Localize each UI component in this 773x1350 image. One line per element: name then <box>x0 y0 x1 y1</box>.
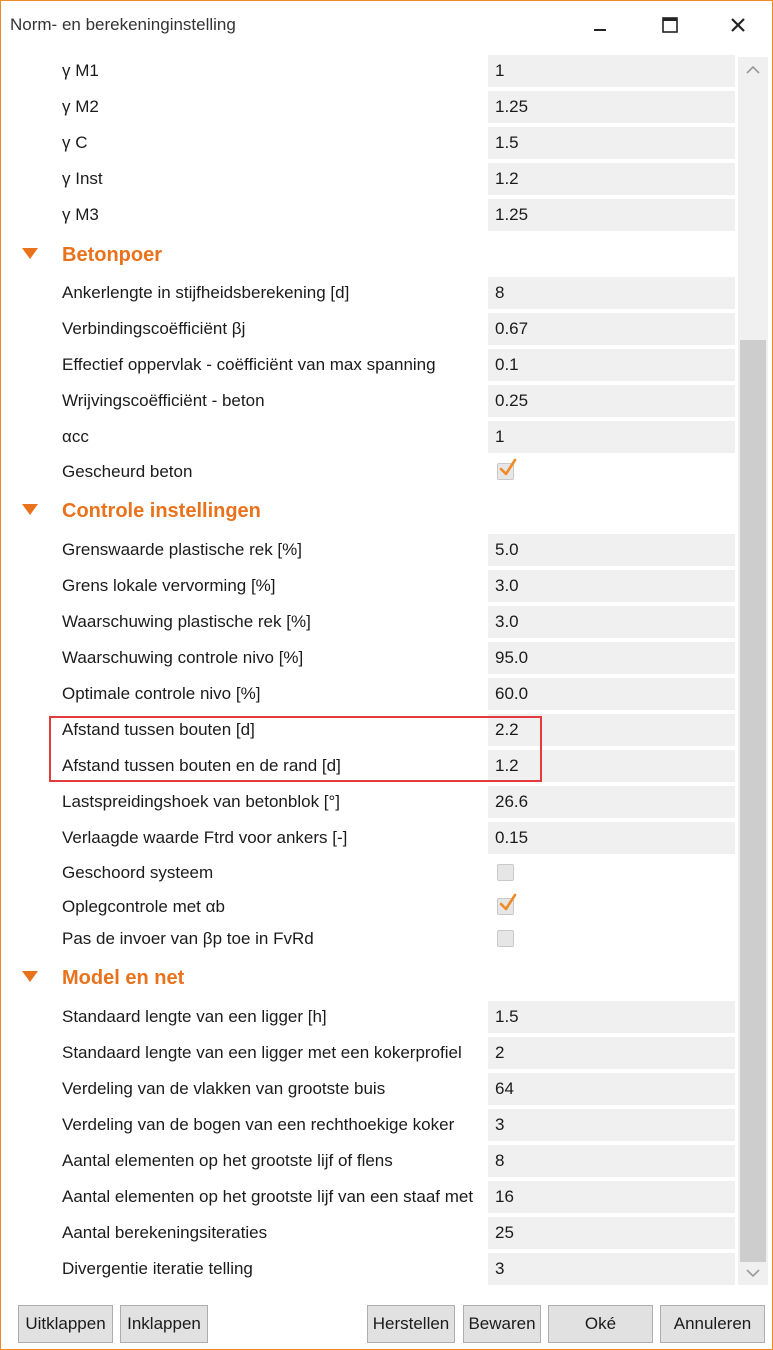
minimize-icon <box>593 18 607 32</box>
property-label: Gescheurd beton <box>62 462 193 481</box>
property-label: γ C <box>62 133 88 152</box>
property-value-field[interactable]: 0.1 <box>488 349 735 381</box>
property-label: γ M1 <box>62 61 99 80</box>
maximize-icon <box>662 17 678 33</box>
expand-all-button[interactable]: Uitklappen <box>18 1305 113 1343</box>
property-label: Wrijvingscoëfficiënt - beton <box>62 391 265 410</box>
minimize-button[interactable] <box>566 1 634 49</box>
property-row <box>1 820 737 856</box>
property-value-field[interactable]: 1 <box>488 55 735 87</box>
checkmark-icon <box>499 458 517 478</box>
property-value-field[interactable]: 1.2 <box>488 163 735 195</box>
property-label: γ M2 <box>62 97 99 116</box>
property-label: Verdeling van de bogen van een rechthoekige koker <box>62 1115 455 1134</box>
property-label: Standaard lengte van een ligger [h] <box>62 1007 327 1026</box>
property-value-field[interactable]: 3 <box>488 1109 735 1141</box>
property-row <box>1 532 737 568</box>
property-label: Afstand tussen bouten [d] <box>62 720 255 739</box>
property-label: Verbindingscoëfficiënt βj <box>62 319 246 338</box>
collapse-triangle-icon[interactable] <box>22 971 38 983</box>
property-row <box>1 53 737 89</box>
close-icon <box>730 17 746 33</box>
property-label: Waarschuwing plastische rek [%] <box>62 612 311 631</box>
vertical-scrollbar[interactable] <box>738 57 768 1285</box>
property-label: Oplegcontrole met αb <box>62 897 225 916</box>
settings-property-grid <box>1 51 772 1286</box>
property-row <box>1 999 737 1035</box>
property-value-field[interactable]: 1 <box>488 421 735 453</box>
property-row <box>1 712 737 748</box>
property-row <box>1 454 737 490</box>
property-label: Waarschuwing controle nivo [%] <box>62 648 304 667</box>
property-label: Afstand tussen bouten en de rand [d] <box>62 756 341 775</box>
property-row <box>1 889 737 925</box>
property-value-field[interactable]: 8 <box>488 1145 735 1177</box>
property-label: Grenswaarde plastische rek [%] <box>62 540 302 559</box>
property-row <box>1 1251 737 1286</box>
property-checkbox[interactable] <box>497 930 514 947</box>
section-title: Controle instellingen <box>62 500 261 522</box>
property-label: Divergentie iteratie telling <box>62 1259 253 1278</box>
property-label: Ankerlengte in stijfheidsberekening [d] <box>62 283 350 302</box>
property-row <box>1 311 737 347</box>
property-row <box>1 855 737 891</box>
collapse-triangle-icon[interactable] <box>22 248 38 260</box>
property-row <box>1 419 737 455</box>
collapse-all-button[interactable]: Inklappen <box>120 1305 208 1343</box>
reset-button[interactable]: Herstellen <box>367 1305 455 1343</box>
property-row <box>1 748 737 784</box>
property-value-field[interactable]: 3 <box>488 1253 735 1285</box>
property-checkbox[interactable] <box>497 864 514 881</box>
property-row <box>1 1107 737 1143</box>
collapse-triangle-icon[interactable] <box>22 504 38 516</box>
scroll-up-button[interactable] <box>738 57 768 81</box>
property-value-field[interactable]: 3.0 <box>488 570 735 602</box>
checkmark-icon <box>499 893 517 913</box>
property-label: Aantal berekeningsiteraties <box>62 1223 268 1242</box>
property-label: Lastspreidingshoek van betonblok [°] <box>62 792 341 811</box>
property-row <box>1 161 737 197</box>
property-row <box>1 197 737 233</box>
close-button[interactable] <box>704 1 772 49</box>
property-label: Geschoord systeem <box>62 863 214 882</box>
property-value-field[interactable]: 2 <box>488 1037 735 1069</box>
property-row <box>1 921 737 957</box>
property-row <box>1 125 737 161</box>
property-row <box>1 1035 737 1071</box>
property-row <box>1 640 737 676</box>
property-checkbox[interactable] <box>497 463 514 480</box>
title-bar <box>1 1 772 51</box>
section-title: Model en net <box>62 967 185 989</box>
chevron-up-icon <box>746 65 760 74</box>
property-value-field[interactable]: 1.5 <box>488 1001 735 1033</box>
property-label: Verdeling van de vlakken van grootste buis <box>62 1079 386 1098</box>
property-value-field[interactable]: 95.0 <box>488 642 735 674</box>
scroll-down-button[interactable] <box>738 1261 768 1285</box>
property-row <box>1 1143 737 1179</box>
property-label: γ Inst <box>62 169 103 188</box>
property-checkbox[interactable] <box>497 898 514 915</box>
window-title: Norm- en berekeninginstelling <box>10 15 236 34</box>
property-value-field[interactable]: 1.25 <box>488 199 735 231</box>
property-value-field[interactable]: 0.15 <box>488 822 735 854</box>
property-row <box>1 1179 737 1215</box>
property-value-field[interactable]: 26.6 <box>488 786 735 818</box>
scroll-thumb[interactable] <box>740 340 766 1262</box>
property-row <box>1 676 737 712</box>
section-header-controle[interactable] <box>1 491 737 531</box>
property-value-field[interactable]: 3.0 <box>488 606 735 638</box>
property-value-field[interactable]: 1.25 <box>488 91 735 123</box>
property-row <box>1 784 737 820</box>
property-row <box>1 347 737 383</box>
property-label: Optimale controle nivo [%] <box>62 684 261 703</box>
property-value-field[interactable]: 1.5 <box>488 127 735 159</box>
property-value-field[interactable]: 64 <box>488 1073 735 1105</box>
property-row <box>1 604 737 640</box>
cancel-button[interactable]: Annuleren <box>660 1305 765 1343</box>
property-row <box>1 89 737 125</box>
property-row <box>1 1071 737 1107</box>
property-value-field[interactable]: 60.0 <box>488 678 735 710</box>
section-header-model[interactable] <box>1 958 737 998</box>
property-value-field[interactable]: 0.67 <box>488 313 735 345</box>
property-label: Grens lokale vervorming [%] <box>62 576 276 595</box>
property-value-field[interactable]: 2.2 <box>488 714 735 746</box>
dialog-footer <box>1 1289 772 1349</box>
property-value-field[interactable]: 8 <box>488 277 735 309</box>
property-label: Aantal elementen op het grootste lijf of flens <box>62 1151 393 1170</box>
property-value-field[interactable]: 16 <box>488 1181 735 1213</box>
property-label: γ M3 <box>62 205 99 224</box>
property-label: Verlaagde waarde Ftrd voor ankers [-] <box>62 828 348 847</box>
property-value-field[interactable]: 0.25 <box>488 385 735 417</box>
property-label: Effectief oppervlak - coëfficiënt van max spanning <box>62 355 436 374</box>
property-value-field[interactable]: 25 <box>488 1217 735 1249</box>
section-header-betonpoer[interactable] <box>1 235 737 275</box>
maximize-button[interactable] <box>636 1 704 49</box>
save-button[interactable]: Bewaren <box>463 1305 541 1343</box>
ok-button[interactable]: Oké <box>548 1305 653 1343</box>
property-row <box>1 383 737 419</box>
property-value-field[interactable]: 5.0 <box>488 534 735 566</box>
property-label: Standaard lengte van een ligger met een kokerprofiel <box>62 1043 462 1062</box>
chevron-down-icon <box>746 1269 760 1278</box>
property-row <box>1 1215 737 1251</box>
property-row <box>1 275 737 311</box>
section-title: Betonpoer <box>62 244 162 266</box>
property-row <box>1 568 737 604</box>
property-label: Pas de invoer van βp toe in FvRd <box>62 929 314 948</box>
property-value-field[interactable]: 1.2 <box>488 750 735 782</box>
property-label: αcc <box>62 427 89 446</box>
property-label: Aantal elementen op het grootste lijf van een staaf met <box>62 1187 474 1206</box>
